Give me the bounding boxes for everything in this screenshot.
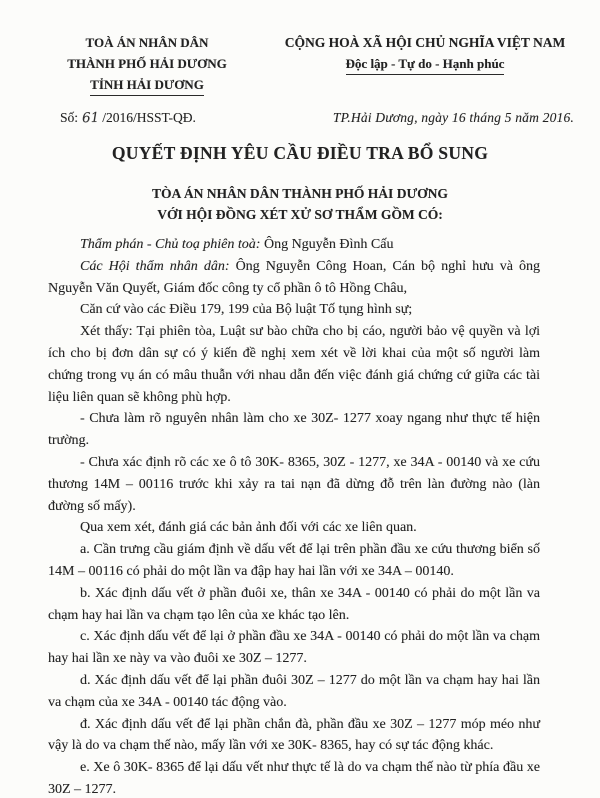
paragraph-xet-thay: Xét thấy: Tại phiên tòa, Luật sư bào chữa cho bị cáo, người bảo vệ quyền và lợi ích cho bị đơn dân sự có ý kiến đề nghị xem xét về lời khai của một số người làm chứng trong vụ án có mâu thuẫn với nhau dẫn đến việc đánh giá chứng cứ giữa các tài liệu liên quan sẽ không phù hợp. — [48, 324, 540, 405]
court-name-line1: TOÀ ÁN NHÂN DÂN — [85, 35, 209, 50]
court-name-line2: THÀNH PHỐ HẢI DƯƠNG — [67, 56, 227, 71]
national-motto-line — [266, 53, 584, 75]
issuing-court-block — [38, 32, 256, 96]
paragraph-item-c: c. Xác định dấu vết để lại ở phần đầu xe 34A - 00140 có phải do một lần va chạm hay hai lần xe này va vào đuôi xe 30Z – 1277. — [48, 629, 540, 667]
national-title: CỘNG HOÀ XÃ HỘI CHỦ NGHĨA VIỆT NAM — [284, 35, 566, 50]
paragraph-item-a: a. Cần trưng cầu giám định về dấu vết để lại trên phần đầu xe cứu thương biển số 14M – 00116 có phải do một lần va đập hay hai lần với xe 34A – 00140. — [48, 542, 540, 579]
subtitle-panel: VỚI HỘI ĐỒNG XÉT XỬ SƠ THẨM GỒM CÓ: — [157, 207, 443, 222]
subtitle-court: TÒA ÁN NHÂN DÂN THÀNH PHỐ HẢI DƯƠNG — [152, 186, 448, 201]
paragraph-item-b: b. Xác định dấu vết ở phần đuôi xe, thân xe 34A - 00140 có phải do một lần va chạm hay hai lần va chạm tạo lên của xe khác tạo lên. — [48, 585, 540, 623]
document-body — [0, 225, 600, 798]
national-motto-underlined: Độc lập - Tự do - Hạnh phúc — [346, 55, 505, 75]
paragraph-item-e: e. Xe ô 30K- 8365 để lại dấu vết như thực tế là do va chạm thế nào từ phía đầu xe 30Z – 1277. — [48, 760, 540, 797]
assessors-label: Các Hội thẩm nhân dân: — [80, 258, 230, 274]
document-number-label: Số: — [60, 110, 79, 125]
judge-name: Ông Nguyễn Đình Cấu — [263, 237, 394, 252]
document-number-handwritten: 61 — [81, 109, 100, 127]
document-title: QUYẾT ĐỊNH YÊU CẦU ĐIỀU TRA BỔ SUNG — [111, 143, 489, 163]
assessors-names: Ông Nguyễn Công Hoan, Cán bộ nghỉ hưu và ông Nguyễn Văn Quyết, Giám đốc công ty cổ phần ô tô Hồng Châu, — [48, 258, 541, 296]
national-motto-block — [266, 32, 584, 96]
paragraph-item-d: d. Xác định dấu vết để lại phần đuôi 30Z – 1277 do một lần va chạm hay hai lần va chạm của xe 34A - 00140 tác động vào. — [48, 672, 540, 710]
judge-line — [48, 234, 540, 256]
assessors-line — [48, 256, 540, 300]
paragraph-dash-2: - Chưa xác định rõ các xe ô tô 30K- 8365, 30Z - 1277, xe 34A - 00140 và xe cứu thương 14M – 00116 trước khi xảy ra tai nạn đã dừng đỗ trên làn đường nào (làn đường số mấy). — [48, 454, 540, 514]
reference-row — [0, 96, 600, 126]
legal-basis-line: Căn cứ vào các Điều 179, 199 của Bộ luật Tố tụng hình sự; — [80, 302, 413, 318]
paragraph-qua-xem-xet: Qua xem xét, đánh giá các bản ảnh đối với các xe liên quan. — [80, 520, 417, 536]
judge-label: Thẩm phán - Chủ toạ phiên toà: — [80, 237, 261, 252]
document-number — [60, 110, 196, 126]
document-number-suffix: /2016/HSST-QĐ. — [102, 110, 196, 125]
place-and-date: TP.Hải Dương, ngày 16 tháng 5 năm 2016. — [332, 110, 574, 125]
court-province-underlined: TỈNH HẢI DƯƠNG — [90, 76, 204, 96]
document-header — [0, 0, 600, 96]
paragraph-dash-1: - Chưa làm rõ nguyên nhân làm cho xe 30Z- 1277 xoay ngang như thực tế hiện trường. — [48, 411, 540, 449]
paragraph-item-dd: đ. Xác định dấu vết để lại phần chắn đà, phần đầu xe 30Z – 1277 móp méo như vậy là do va chạm thế nào, mấy lần với xe 30K- 8365, hay có sự tác động khác. — [48, 716, 540, 754]
court-name-line3 — [38, 74, 256, 96]
document-subtitle — [0, 183, 600, 225]
